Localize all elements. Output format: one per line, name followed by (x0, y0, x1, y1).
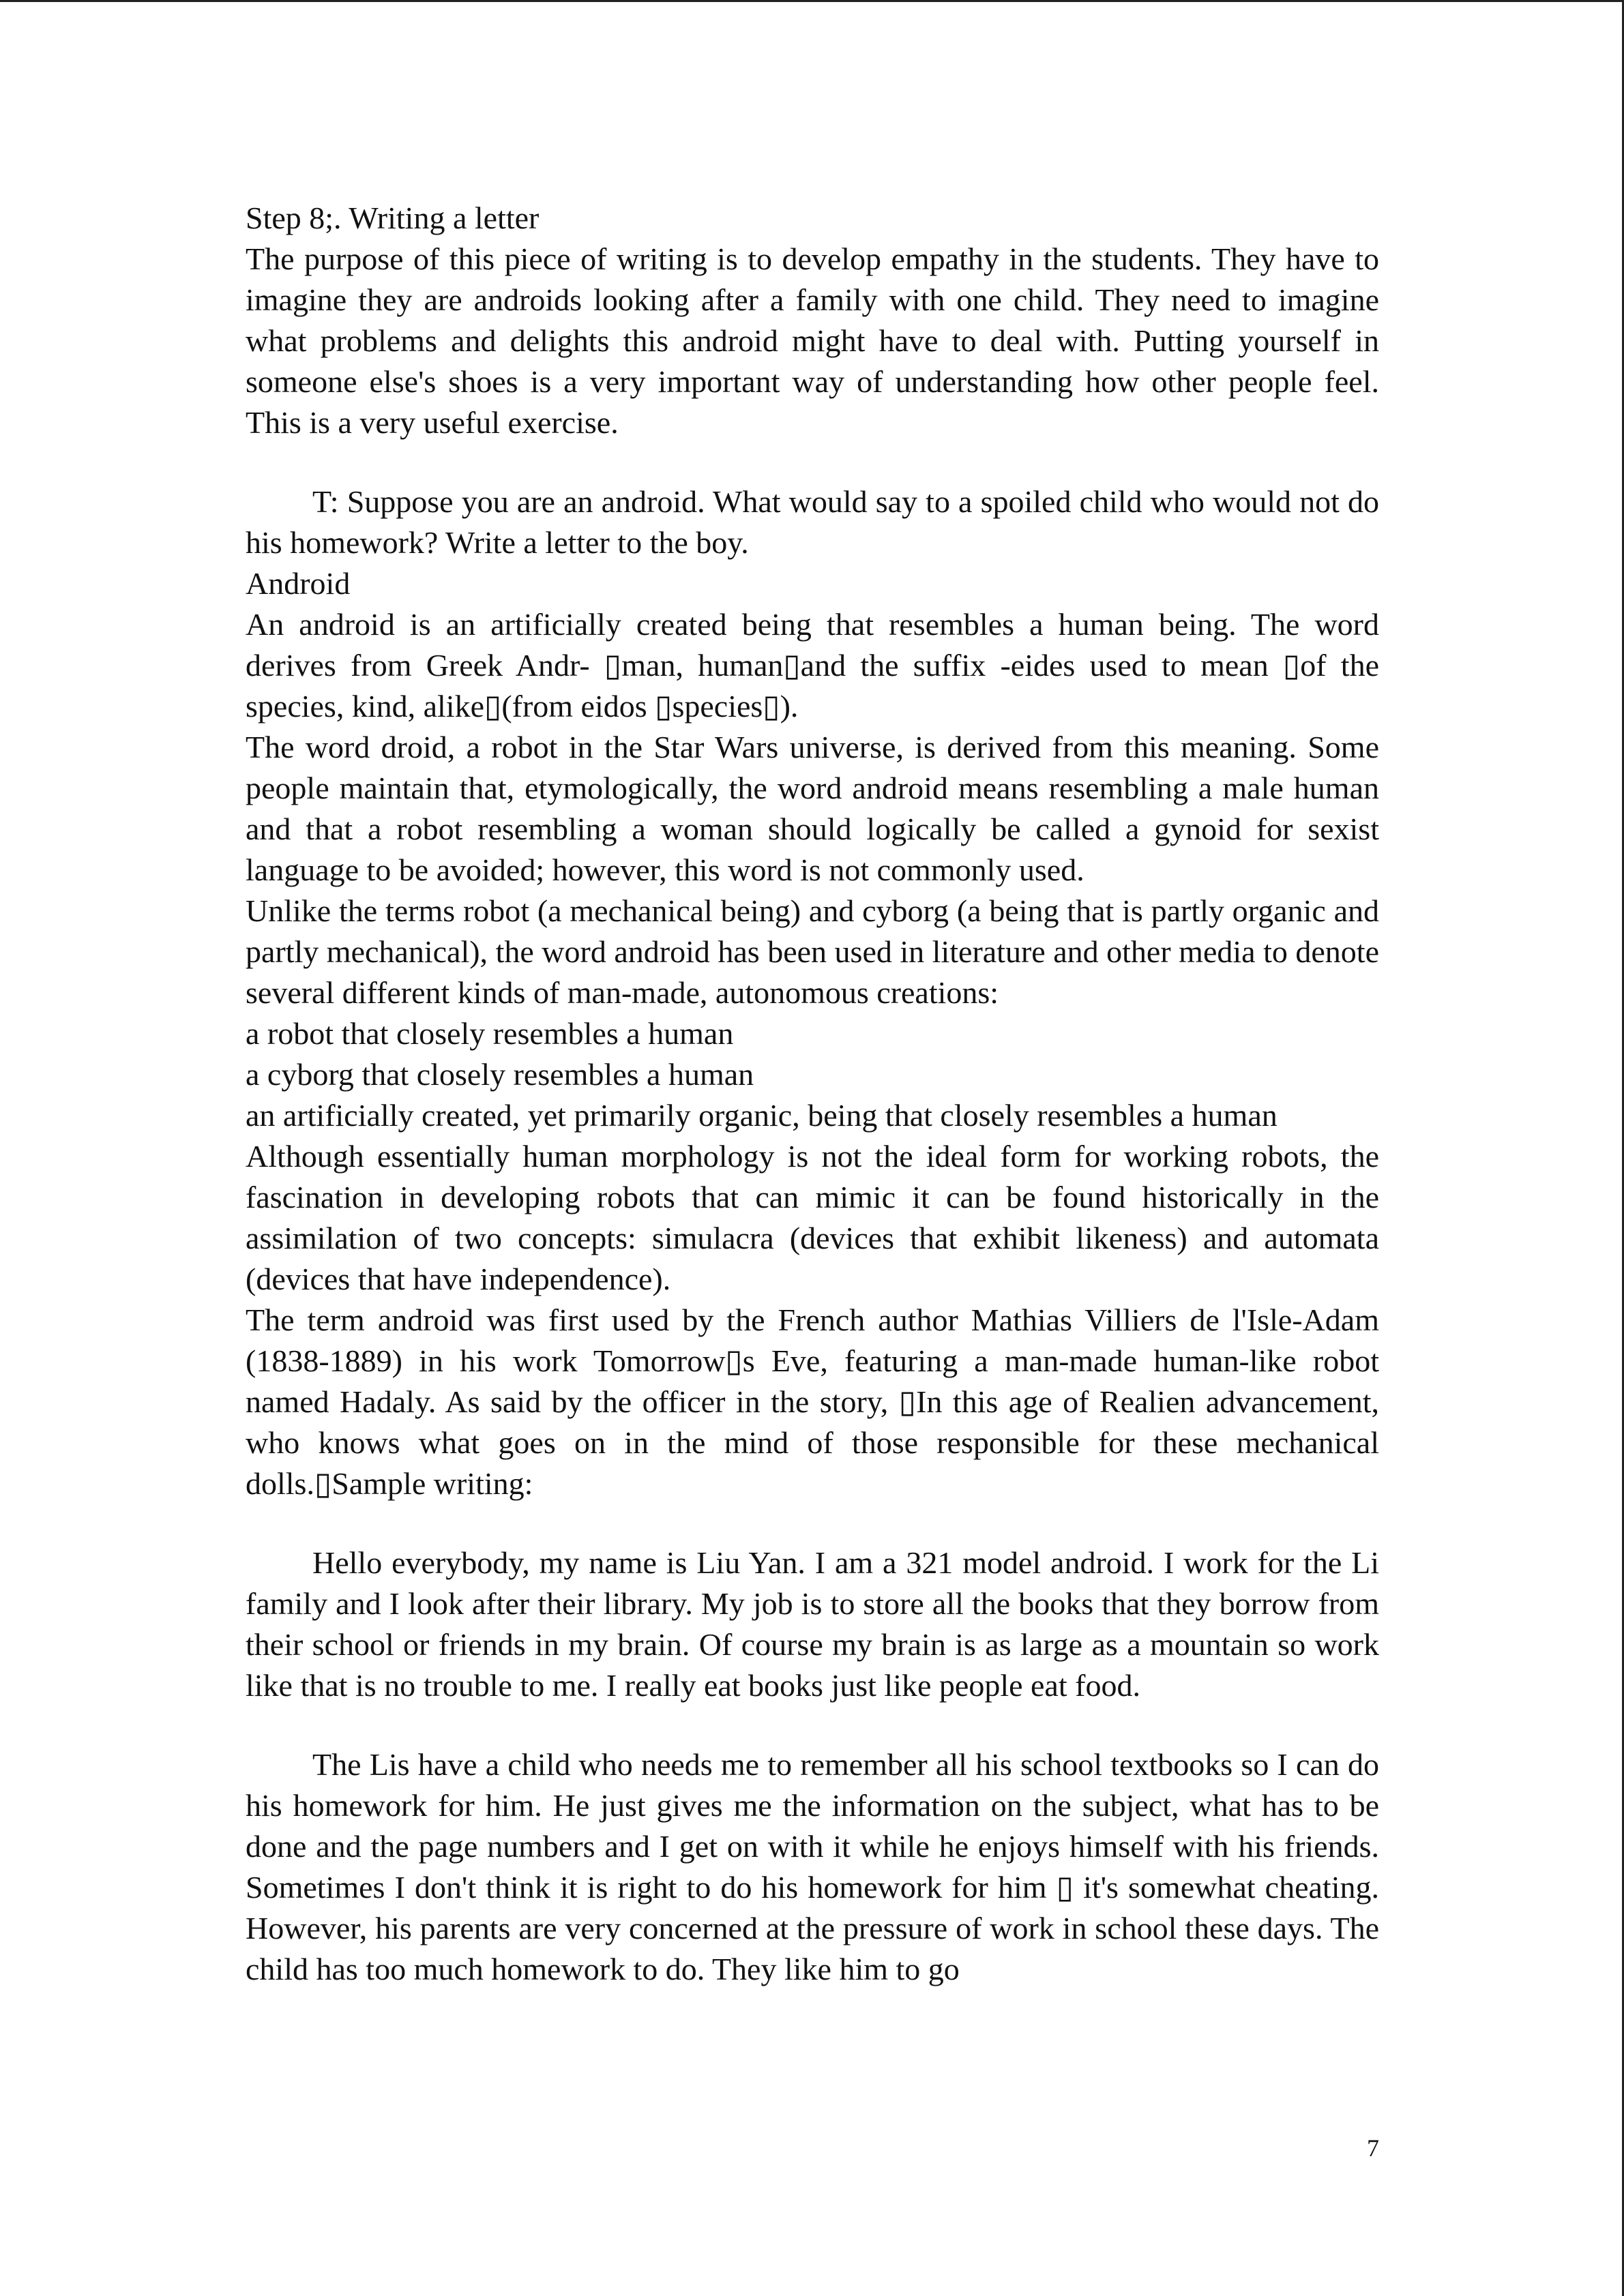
droid-paragraph: The word droid, a robot in the Star Wars universe, is derived from this meaning. Some people maintain that, etymologically, the word android means resembling a male human and that a robot resembling a woman should logically be called a gynoid for sexist language to be avoided; however, this word is not commonly used. (246, 730, 1379, 887)
kind-item-organic: an artificially created, yet primarily organic, being that closely resembles a human (246, 1098, 1278, 1133)
kind-item-cyborg: a cyborg that closely resembles a human (246, 1057, 754, 1092)
sample-paragraph-2: The Lis have a child who needs me to remember all his school textbooks so I can do his homework for him. He just gives me the information on the subject, what has to be done and the page numbers and I get on with it while he enjoys himself with his friends. Sometimes I don't think it is right to do his homework for him ▯ it's somewhat cheating. However, his parents are very concerned at the pressure of work in school these days. The child has too much homework to do. They like him to go (246, 1747, 1379, 1986)
term-paragraph: The term android was first used by the French author Mathias Villiers de l'Isle-Adam (1838-1889) in his work Tomorrow▯s Eve, featuring a man-made human-like robot named Hadaly. As said by the officer in the story, ▯In this age of Realien advancement, who knows what goes on in the mind of those responsible for these mechanical dolls.▯Sample writing: (246, 1302, 1379, 1501)
paragraph-gap (246, 1706, 1379, 1744)
step-heading: Step 8;. Writing a letter (246, 200, 540, 235)
purpose-paragraph: The purpose of this piece of writing is to develop empathy in the students. They have to imagine they are androids looking after a family with one child. They need to imagine what problems and delights this android might have to deal with. Putting yourself in someone else's shoes is a very important way of understanding how other people feel. This is a very useful exercise. (246, 241, 1379, 440)
morphology-paragraph: Although essentially human morphology is not the ideal form for working robots, the fascination in developing robots that can mimic it can be found historically in the assimilation of two concepts: simulacra (devices that exhibit likeness) and automata (devices that have independence). (246, 1139, 1379, 1296)
unlike-paragraph: Unlike the terms robot (a mechanical being) and cyborg (a being that is partly organic and partly mechanical), the word android has been used in literature and other media to denote several different kinds of man-made, autonomous creations: (246, 893, 1379, 1010)
kind-item-robot: a robot that closely resembles a human (246, 1016, 734, 1051)
document-body (246, 198, 1379, 1990)
page-number: 7 (1367, 2134, 1379, 2162)
paragraph-gap (246, 1504, 1379, 1542)
sample-paragraph-1: Hello everybody, my name is Liu Yan. I am a 321 model android. I work for the Li family and I look after their library. My job is to store all the books that they borrow from their school or friends in my brain. Of course my brain is as large as a mountain so work like that is no trouble to me. I really eat books just like people eat food. (246, 1545, 1379, 1703)
android-definition: An android is an artificially created being that resembles a human being. The word derives from Greek Andr- ▯man, human▯and the suffix -eides used to mean ▯of the species, kind, alike▯(from eidos ▯species▯). (246, 607, 1379, 724)
paragraph-gap (246, 443, 1379, 481)
android-heading: Android (246, 566, 351, 601)
teacher-prompt: T: Suppose you are an android. What would say to a spoiled child who would not do his homework? Write a letter to the boy. (246, 484, 1379, 560)
